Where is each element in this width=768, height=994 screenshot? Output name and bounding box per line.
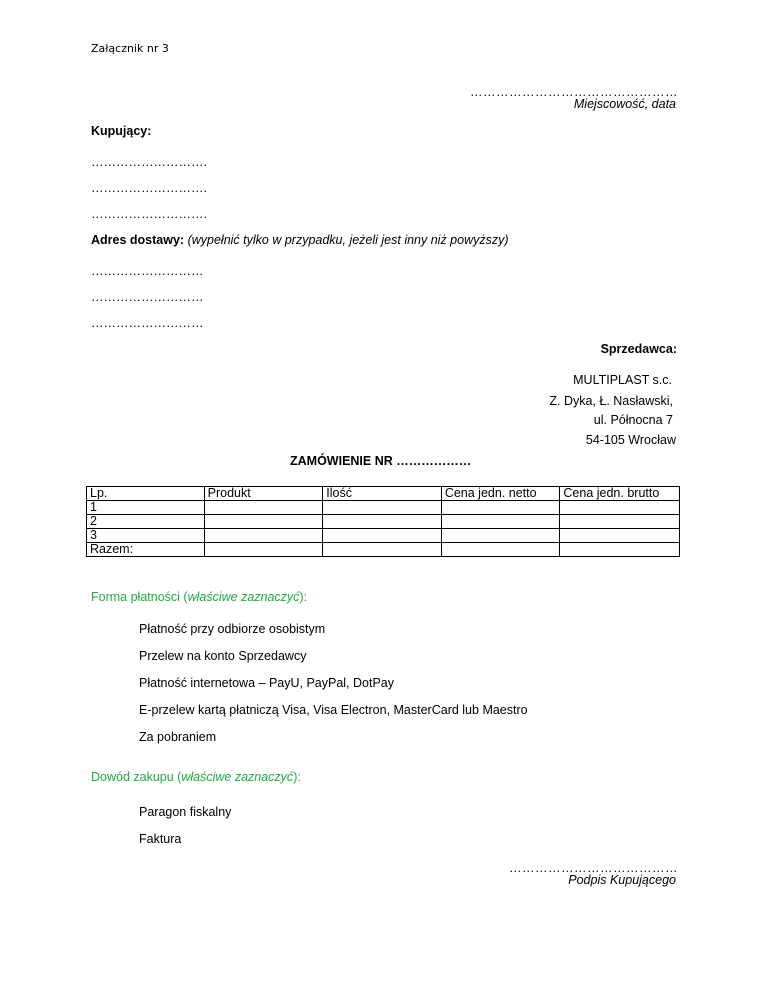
payment-option-4[interactable]: E-przelew kartą płatniczą Visa, Visa Electron, MasterCard lub Maestro — [139, 703, 528, 717]
header-gross-price: Cena jedn. brutto — [560, 487, 680, 501]
cell-net-price[interactable] — [441, 515, 560, 529]
row-lp: 2 — [87, 515, 205, 529]
order-title: ZAMÓWIENIE NR ……………… — [290, 454, 472, 468]
row-total-label: Razem: — [87, 543, 205, 557]
delivery-heading — [91, 233, 509, 247]
header-product: Produkt — [204, 487, 323, 501]
buyer-label: Kupujący: — [91, 124, 152, 138]
cell-gross-price[interactable] — [560, 515, 680, 529]
delivery-note: (wypełnić tylko w przypadku, jeżeli jest inny niż powyższy) — [187, 233, 509, 247]
row-lp: 1 — [87, 501, 205, 515]
cell-product[interactable] — [204, 543, 323, 557]
cell-quantity[interactable] — [323, 529, 442, 543]
delivery-label: Adres dostawy: — [91, 233, 185, 247]
cell-net-price[interactable] — [441, 529, 560, 543]
buyer-line-3: ………………………. — [91, 207, 207, 221]
header-net-price: Cena jedn. netto — [441, 487, 560, 501]
cell-product[interactable] — [204, 529, 323, 543]
order-table — [86, 486, 680, 557]
place-date-label: Miejscowość, data — [573, 97, 676, 111]
proof-option-2[interactable]: Faktura — [139, 832, 182, 846]
proof-option-1[interactable]: Paragon fiskalny — [139, 805, 232, 819]
proof-heading: Dowód zakupu (właściwe zaznaczyć): — [91, 770, 301, 784]
header-quantity: Ilość — [323, 487, 442, 501]
payment-option-3[interactable]: Płatność internetowa – PayU, PayPal, DotPay — [139, 676, 394, 690]
seller-label: Sprzedawca: — [600, 342, 677, 356]
seller-line-3: ul. Północna 7 — [593, 413, 673, 427]
cell-gross-price[interactable] — [560, 543, 680, 557]
cell-quantity[interactable] — [323, 543, 442, 557]
delivery-line-1: ……………………… — [91, 264, 204, 278]
delivery-line-3: ……………………… — [91, 316, 204, 330]
cell-quantity[interactable] — [323, 501, 442, 515]
cell-product[interactable] — [204, 515, 323, 529]
signature-dots: ………………………………… — [509, 861, 678, 875]
cell-quantity[interactable] — [323, 515, 442, 529]
table-row — [87, 529, 680, 543]
cell-net-price[interactable] — [441, 501, 560, 515]
payment-option-2[interactable]: Przelew na konto Sprzedawcy — [139, 649, 307, 663]
cell-gross-price[interactable] — [560, 529, 680, 543]
proof-hint: właściwe zaznaczyć — [181, 770, 294, 784]
signature-label: Podpis Kupującego — [568, 873, 676, 887]
seller-line-2: Z. Dyka, Ł. Nasławski, — [549, 394, 673, 408]
buyer-line-2: ………………………. — [91, 181, 207, 195]
seller-line-4: 54-105 Wrocław — [585, 433, 676, 447]
payment-heading: Forma płatności (właściwe zaznaczyć): — [91, 590, 308, 604]
table-total-row — [87, 543, 680, 557]
cell-product[interactable] — [204, 501, 323, 515]
buyer-line-1: ………………………. — [91, 155, 207, 169]
row-lp: 3 — [87, 529, 205, 543]
cell-net-price[interactable] — [441, 543, 560, 557]
proof-label: Dowód zakupu — [91, 770, 174, 784]
cell-gross-price[interactable] — [560, 501, 680, 515]
payment-option-1[interactable]: Płatność przy odbiorze osobistym — [139, 622, 326, 636]
delivery-line-2: ……………………… — [91, 290, 204, 304]
table-row — [87, 501, 680, 515]
payment-hint: właściwe zaznaczyć — [187, 590, 300, 604]
payment-label: Forma płatności — [91, 590, 180, 604]
seller-line-1: MULTIPLAST s.c. — [573, 373, 672, 387]
header-lp: Lp. — [87, 487, 205, 501]
table-header-row — [87, 487, 680, 501]
table-row — [87, 515, 680, 529]
payment-option-5[interactable]: Za pobraniem — [139, 730, 217, 744]
place-date-dots: ………………………………………… — [470, 85, 678, 99]
annex-label: Załącznik nr 3 — [91, 42, 169, 55]
